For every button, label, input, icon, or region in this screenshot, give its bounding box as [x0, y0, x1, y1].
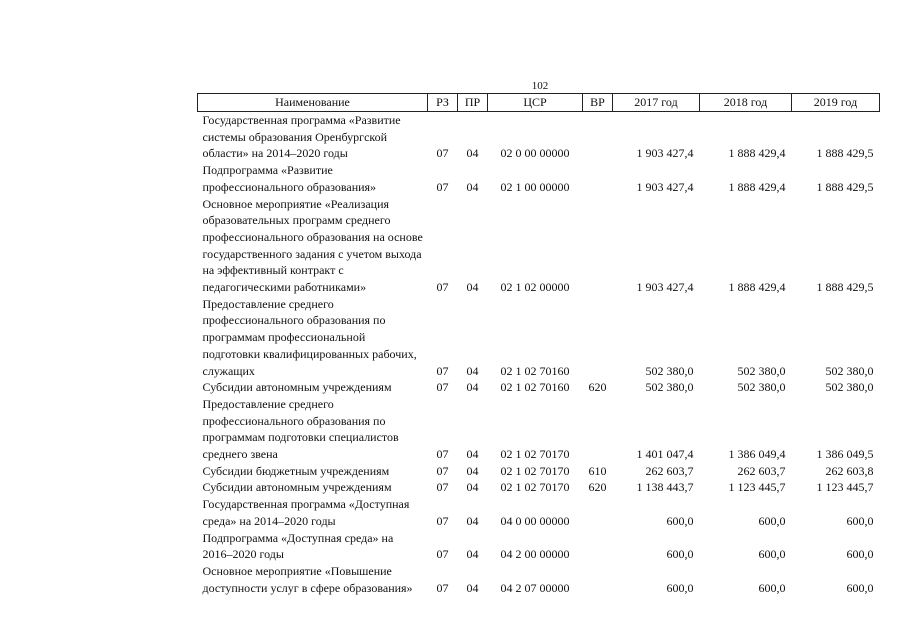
row-pr: 04 — [466, 146, 479, 161]
row-name: Субсидии бюджетным учреждениям — [202, 463, 390, 478]
row-vr — [583, 112, 613, 163]
row-2019: 1 888 429,5 — [816, 280, 874, 295]
row-2017: 502 380,0 — [645, 380, 694, 395]
row-2018: 1 386 049,4 — [728, 447, 786, 462]
row-csr: 02 1 02 00000 — [500, 280, 570, 295]
row-name: Предоставление среднего профессионального образования по программам подготовки специалистов среднего звена — [202, 396, 399, 462]
row-pr: 04 — [466, 547, 479, 562]
row-2018: 600,0 — [758, 547, 786, 562]
row-rz: 07 — [436, 463, 449, 478]
row-2018: 502 380,0 — [737, 363, 786, 378]
table-row — [198, 196, 880, 296]
row-2017: 502 380,0 — [645, 363, 694, 378]
row-vr — [583, 496, 613, 529]
row-pr: 04 — [466, 380, 479, 395]
row-rz: 07 — [436, 380, 449, 395]
row-rz: 07 — [436, 280, 449, 295]
row-vr — [583, 196, 613, 296]
table-row — [198, 112, 880, 163]
table-row — [198, 463, 880, 480]
table-row — [198, 296, 880, 380]
row-name: Государственная программа «Развитие системы образования Оренбургской области» на 2014–2020 годы — [202, 113, 401, 161]
row-vr: 620 — [588, 380, 607, 395]
row-2019: 600,0 — [846, 580, 874, 595]
row-2018: 262 603,7 — [737, 463, 786, 478]
row-rz: 07 — [436, 547, 449, 562]
row-rz: 07 — [436, 179, 449, 194]
row-csr: 04 0 00 00000 — [500, 513, 570, 528]
budget-table — [197, 93, 880, 596]
row-2018: 1 123 445,7 — [728, 480, 786, 495]
row-2017: 1 401 047,4 — [636, 447, 694, 462]
header-2017: 2017 год — [613, 94, 700, 112]
row-rz: 07 — [436, 580, 449, 595]
table-row — [198, 530, 880, 563]
row-rz: 07 — [436, 447, 449, 462]
row-2017: 1 903 427,4 — [636, 179, 694, 194]
table-row — [198, 496, 880, 529]
row-name: Предоставление среднего профессионального образования по программам профессиональной подготовки квалифицированных рабочих, служащих — [202, 296, 417, 378]
row-name: Подпрограмма «Доступная среда» на 2016–2020 годы — [202, 530, 394, 562]
header-name: Наименование — [198, 94, 428, 112]
row-csr: 02 1 02 70160 — [500, 363, 570, 378]
row-csr: 02 1 00 00000 — [500, 179, 570, 194]
row-pr: 04 — [466, 447, 479, 462]
row-pr: 04 — [466, 480, 479, 495]
row-pr: 04 — [466, 280, 479, 295]
row-rz: 07 — [436, 363, 449, 378]
header-csr: ЦСР — [488, 94, 583, 112]
row-vr: 610 — [588, 463, 607, 478]
header-2018: 2018 год — [700, 94, 792, 112]
row-csr: 04 2 07 00000 — [500, 580, 570, 595]
row-2019: 262 603,8 — [825, 463, 874, 478]
row-2017: 262 603,7 — [645, 463, 694, 478]
row-vr: 620 — [588, 480, 607, 495]
row-csr: 02 1 02 70170 — [500, 463, 570, 478]
row-2019: 1 123 445,7 — [816, 480, 874, 495]
row-name: Основное мероприятие «Повышение доступности услуг в сфере образования» — [202, 563, 413, 595]
row-2017: 1 903 427,4 — [636, 146, 694, 161]
table-row — [198, 396, 880, 463]
header-2019: 2019 год — [792, 94, 880, 112]
row-csr: 02 1 02 70170 — [500, 447, 570, 462]
row-2017: 1 138 443,7 — [636, 480, 694, 495]
row-2019: 600,0 — [846, 513, 874, 528]
row-rz: 07 — [436, 146, 449, 161]
row-csr: 02 1 02 70170 — [500, 480, 570, 495]
row-2017: 600,0 — [666, 513, 694, 528]
table-row — [198, 563, 880, 596]
row-name: Основное мероприятие «Реализация образовательных программ среднего профессионального образования на основе государственного задания с учетом выхода на эффективный контракт с педагогическими работниками» — [202, 196, 423, 295]
row-csr: 02 1 02 70160 — [500, 380, 570, 395]
row-2018: 1 888 429,4 — [728, 146, 786, 161]
table-header-row — [198, 94, 880, 112]
row-2018: 600,0 — [758, 513, 786, 528]
row-2017: 1 903 427,4 — [636, 280, 694, 295]
row-2018: 502 380,0 — [737, 380, 786, 395]
row-rz: 07 — [436, 513, 449, 528]
row-pr: 04 — [466, 179, 479, 194]
row-2017: 600,0 — [666, 580, 694, 595]
row-pr: 04 — [466, 463, 479, 478]
row-pr: 04 — [466, 363, 479, 378]
row-csr: 04 2 00 00000 — [500, 547, 570, 562]
row-vr — [583, 396, 613, 463]
row-vr — [583, 563, 613, 596]
row-name: Субсидии автономным учреждениям — [202, 480, 392, 495]
page-number: 102 — [531, 80, 549, 92]
row-2019: 1 888 429,5 — [816, 179, 874, 194]
row-vr — [583, 162, 613, 195]
row-name: Государственная программа «Доступная среда» на 2014–2020 годы — [202, 497, 410, 528]
table-row — [198, 479, 880, 496]
row-2018: 1 888 429,4 — [728, 280, 786, 295]
row-2019: 1 888 429,5 — [816, 146, 874, 161]
header-pr: ПР — [458, 94, 488, 112]
table-row — [198, 162, 880, 195]
row-pr: 04 — [466, 580, 479, 595]
row-name: Субсидии автономным учреждениям — [202, 380, 392, 395]
row-2017: 600,0 — [666, 547, 694, 562]
row-2019: 502 380,0 — [825, 363, 874, 378]
row-2019: 502 380,0 — [825, 380, 874, 395]
row-csr: 02 0 00 00000 — [500, 146, 570, 161]
row-2019: 1 386 049,5 — [816, 447, 874, 462]
row-vr — [583, 530, 613, 563]
row-2018: 600,0 — [758, 580, 786, 595]
row-rz: 07 — [436, 480, 449, 495]
row-vr — [583, 296, 613, 380]
row-2019: 600,0 — [846, 547, 874, 562]
table-row — [198, 379, 880, 396]
header-rz: РЗ — [428, 94, 458, 112]
header-vr: ВР — [583, 94, 613, 112]
row-name: Подпрограмма «Развитие профессионального образования» — [202, 163, 377, 194]
row-pr: 04 — [466, 513, 479, 528]
row-2018: 1 888 429,4 — [728, 179, 786, 194]
